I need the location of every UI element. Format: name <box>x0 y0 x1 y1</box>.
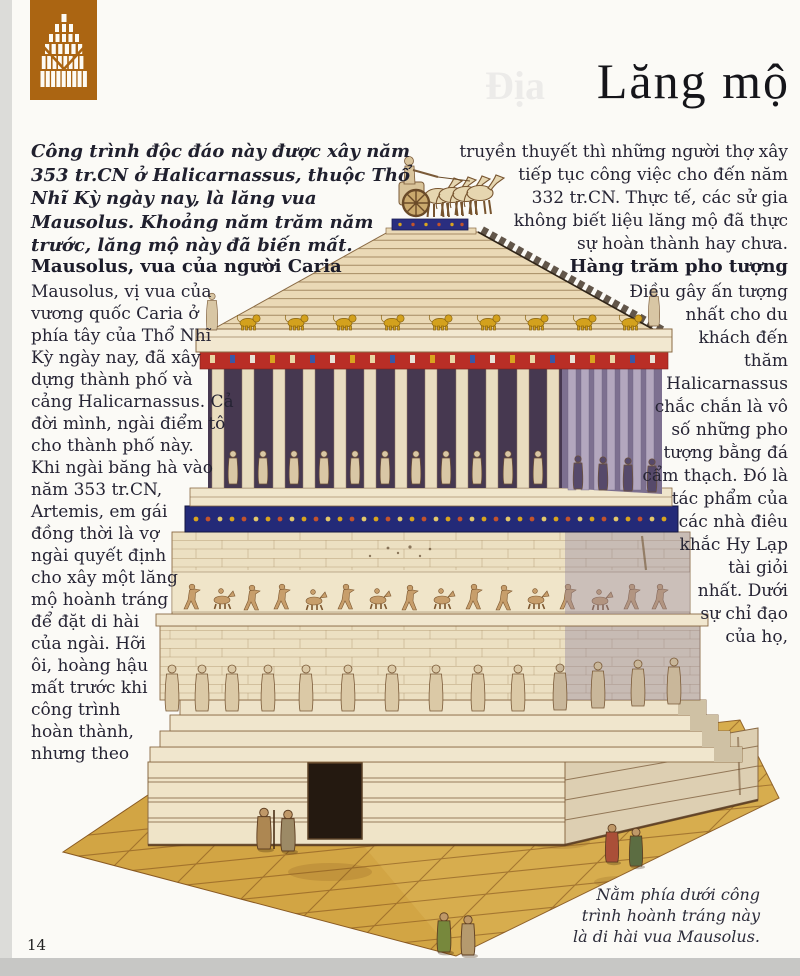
text-line: vương quốc Caria ở <box>31 304 199 324</box>
text-line: chắc chắn là vô <box>654 397 788 417</box>
text-line: không biết liệu lăng mộ đã thực <box>513 211 788 231</box>
text-line: ôi, hoàng hậu <box>31 656 149 676</box>
text-line: Điều gây ấn tượng <box>629 282 788 302</box>
text-line: tượng bằng đá <box>663 443 788 463</box>
text-line: tài giỏi <box>728 558 788 578</box>
text-line: công trình <box>31 700 121 720</box>
colonnade <box>208 361 662 494</box>
text-line: tác phẩm của <box>671 489 788 509</box>
text-line: đời mình, ngài điểm tô <box>31 414 226 434</box>
text-line: cẩm thạch. Đó là <box>642 466 788 486</box>
text-line: dựng thành phố và <box>31 370 193 390</box>
text-line: sự hoàn thành hay chưa. <box>576 234 788 254</box>
text-line: Halicarnassus <box>666 374 788 394</box>
chapter-logo <box>30 0 97 100</box>
stylobate-steps <box>190 488 672 506</box>
upper-podium <box>172 532 690 614</box>
page-number: 14 <box>27 936 47 954</box>
intro-paragraph <box>31 140 410 258</box>
text-line: số những pho <box>671 420 788 440</box>
left-column-text <box>31 281 234 765</box>
red-frieze <box>200 352 668 369</box>
text-line: cho xây một lăng <box>31 568 178 588</box>
text-line: cho thành phố này. <box>31 436 194 456</box>
text-line: cảng Halicarnassus. Cả <box>31 392 234 412</box>
text-line: năm 353 tr.CN, <box>31 480 163 500</box>
page-title: Lăng mộ <box>596 53 790 109</box>
text-line: Mausolus. Khoảng năm trăm năm <box>31 211 374 233</box>
text-line: nhất cho du <box>685 305 788 325</box>
text-line: của họ, <box>725 627 788 647</box>
section-heading-mausolus: Mausolus, vua của người Caria <box>31 256 342 277</box>
cornice <box>196 329 672 352</box>
text-line: ngài quyết định <box>31 546 167 566</box>
text-line: của ngài. Hỡi <box>31 634 146 654</box>
text-line: trước, lăng mộ này đã biến mất. <box>31 235 353 256</box>
showthrough-watermark: Địa <box>485 63 545 108</box>
text-line: khắc Hy Lạp <box>679 535 788 555</box>
text-line: mất trước khi <box>31 678 148 698</box>
entrance-door <box>308 763 362 839</box>
mausoleum-ziggurat-icon <box>40 10 88 90</box>
text-line: thăm <box>743 351 788 371</box>
text-line: Khi ngài băng hà vào <box>31 458 214 478</box>
text-line: khách đến <box>698 328 788 348</box>
text-line: 332 tr.CN. Thực tế, các sử gia <box>531 188 788 208</box>
text-line: hoàn thành, <box>31 722 134 742</box>
text-line: là di hài vua Mausolus. <box>573 927 760 946</box>
text-line: để đặt di hài <box>31 612 140 632</box>
right-column-paragraph-2 <box>629 281 788 649</box>
text-line: Mausolus, vị vua của <box>31 282 212 302</box>
text-line: Công trình độc đáo này được xây năm <box>31 141 410 162</box>
base-steps <box>150 700 742 762</box>
text-line: trình hoành tráng này <box>581 906 760 925</box>
scan-bottom-edge <box>0 958 800 976</box>
text-line: Nằm phía dưới công <box>596 885 760 904</box>
text-line: đồng thời là vợ <box>31 524 160 544</box>
illustration-caption <box>573 884 760 947</box>
section-heading-statues: Hàng trăm pho tượng <box>569 256 788 277</box>
text-line: sự chỉ đạo <box>700 604 788 624</box>
blue-garland-frieze <box>185 506 678 532</box>
text-line: 353 tr.CN ở Halicarnassus, thuộc Thổ <box>31 164 411 186</box>
text-line: phía tây của Thổ Nhĩ <box>31 326 212 346</box>
text-line: nhưng theo <box>31 744 130 764</box>
text-line: nhất. Dưới <box>697 581 788 601</box>
text-line: Kỳ ngày nay, đã xây <box>31 348 201 368</box>
right-column-paragraph-1 <box>459 141 788 256</box>
text-line: Artemis, em gái <box>31 502 168 522</box>
text-line: mộ hoành tráng <box>31 590 169 610</box>
text-line: truyền thuyết thì những người thợ xây <box>459 142 788 162</box>
text-line: các nhà điêu <box>678 512 788 532</box>
text-line: Nhĩ Kỳ ngày nay, là lăng vua <box>31 188 317 209</box>
text-line: tiếp tục công việc cho đến năm <box>518 165 788 185</box>
